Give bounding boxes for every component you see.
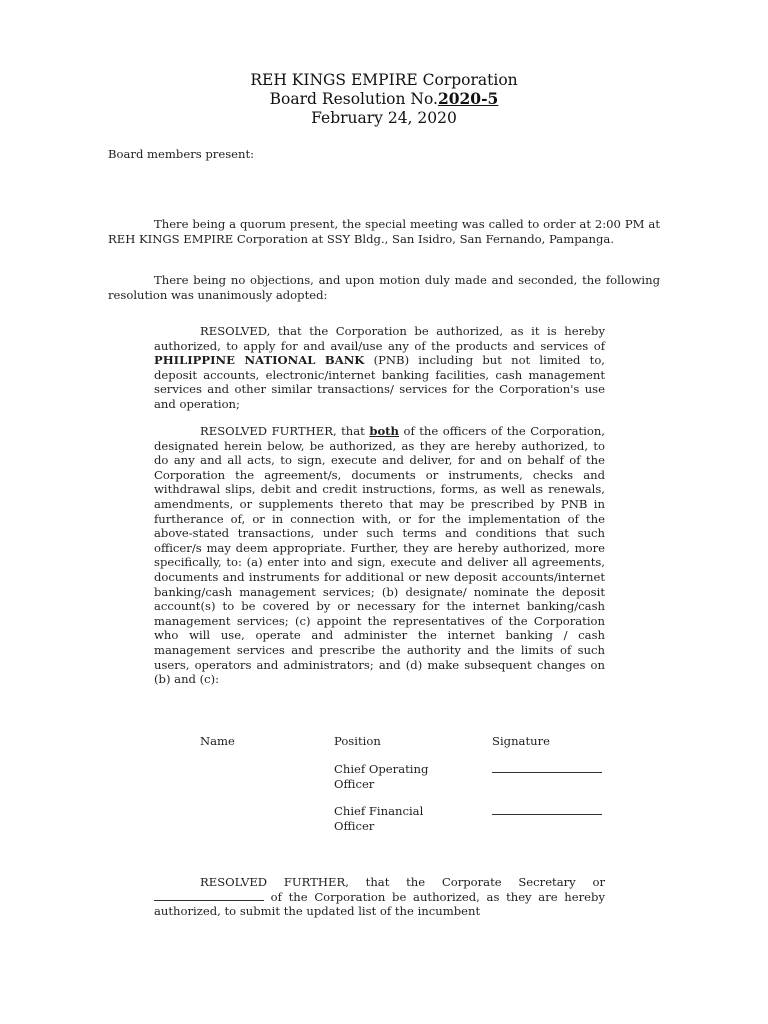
- both-emphasis: both: [369, 424, 399, 438]
- resolution-number-value: 2020-5: [437, 89, 499, 108]
- table-header-position: Position: [334, 734, 381, 748]
- resolved-paragraph-2: RESOLVED FURTHER, that both of the officers of the Corporation, designated herein below, be authorized, as they are hereby authorized, to do any and all acts, to sign, execute and deliver, for and on behalf of the Corporation the agreement/s, documents or instruments, checks and withdrawal slips, debit and credit instructions, forms, as well as renewals, amendments, or supplements thereto that may be prescribed by PNB in furtherance of, or in connection with, or for the implementation of the above-stated transactions, under such terms and conditions that such officer/s may deem appropriate. Further, they are hereby authorized, more specifically, to: (a) enter into and sign, execute and deliver all agreements, documents and instruments for additional or new deposit accounts/internet banking/cash management services; (b) designate/ nominate the deposit account(s) to be covered by or necessary for the internet banking/cash management services; (c) appoint the representatives of the Corporation who will use, operate and administer the internet banking / cash management services and prescribe the authority and the limits of such users, operators and administrators; and (d) make subsequent changes on (b) and (c):: [154, 424, 605, 687]
- resolved-paragraph-3: RESOLVED FURTHER, that the Corporate Secretary or of the Corporation be authorized, as they are hereby authorized, to submit the updated list of the incumbent: [154, 875, 605, 919]
- no-objections-paragraph: There being no objections, and upon motion duly made and seconded, the following resolution was unanimously adopted:: [108, 273, 660, 302]
- signature-line: [492, 762, 602, 777]
- table-row-position: Chief Operating Officer: [334, 762, 429, 791]
- resolved-paragraph-1: RESOLVED, that the Corporation be authorized, as it is hereby authorized, to apply for and avail/use any of the products and services of PHILIPPINE NATIONAL BANK (PNB) including but not limited to, deposit accounts, electronic/internet banking facilities, cash management services and other similar transactions/ services for the Corporation's use and operation;: [154, 324, 605, 411]
- bank-name: PHILIPPINE NATIONAL BANK: [154, 353, 365, 368]
- table-header-name: Name: [200, 734, 235, 748]
- table-row-position: Chief Financial Officer: [334, 804, 424, 833]
- board-members-present-label: Board members present:: [108, 147, 255, 161]
- resolution-date: February 24, 2020: [311, 109, 457, 127]
- blank-officer-line: [154, 890, 264, 901]
- signature-line: [492, 804, 602, 819]
- company-title: REH KINGS EMPIRE Corporation: [250, 71, 518, 89]
- table-header-signature: Signature: [492, 734, 550, 748]
- resolution-number: Board Resolution No.2020-5: [269, 89, 499, 108]
- quorum-paragraph: There being a quorum present, the special meeting was called to order at 2:00 PM at REH KINGS EMPIRE Corporation at SSY Bldg., San Isidro, San Fernando, Pampanga.: [108, 217, 660, 246]
